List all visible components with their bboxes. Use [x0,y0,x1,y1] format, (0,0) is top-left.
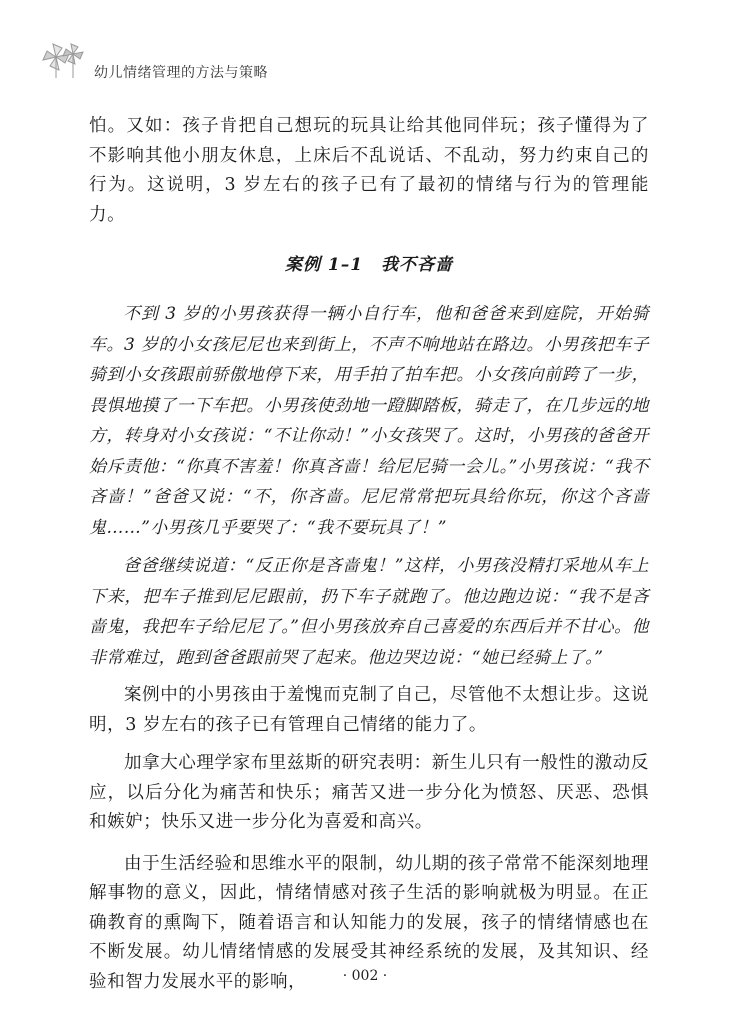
case-title: 案例 1–1 我不吝啬 [284,255,454,275]
case-paragraph: 不到 3 岁的小男孩获得一辆小自行车，他和爸爸来到庭院，开始骑车。3 岁的小女孩尼尼也来到街上，不声不响地站在路边。小男孩把车子骑到小女孩跟前骄傲地停下来，用手拍了拍车把。小女孩向前跨了一步，畏惧地摸了一下车把。小男孩使劲地一蹬脚踏板，骑走了，在几步远的地方，转身对小女孩说：“不让你动！”小女孩哭了。这时，小男孩的爸爸开始斥责他：“你真不害羞！你真吝啬！给尼尼骑一会儿。”小男孩说：“我不吝啬！”爸爸又说：“不，你吝啬。尼尼常常把玩具给你玩，你这个吝啬鬼……”小男孩几乎要哭了：“我不要玩具了！” [89,304,649,538]
running-title: 幼儿情绪管理的方法与策略 [94,65,268,81]
page-number: · 002 · [342,968,388,984]
paragraph: 由于生活经验和思维水平的限制，幼儿期的孩子常常不能深刻地理解事物的意义，因此，情绪情感对孩子生活的影响就极为明显。在正确教育的熏陶下，随着语言和认知能力的发展，孩子的情绪情感也在不断发展。幼儿情绪情感的发展受其神经系统的发展，及其知识、经验和智力发展水平的影响， [89,853,649,992]
paragraph: 加拿大心理学家布里兹斯的研究表明：新生儿只有一般性的激动反应，以后分化为痛苦和快乐；痛苦又进一步分化为愤怒、厌恶、恐惧和嫉妒；快乐又进一步分化为喜爱和高兴。 [89,753,649,832]
page-header [40,40,700,81]
paragraph: 怕。又如：孩子肯把自己想玩的玩具让给其他同伴玩；孩子懂得为了不影响其他小朋友休息，上床后不乱说话、不乱动，努力约束自己的行为。这说明，3 岁左右的孩子已有了最初的情绪与行为的管理能力。 [89,116,649,225]
paragraph: 案例中的小男孩由于羞愧而克制了自己，尽管他不太想让步。这说明，3 岁左右的孩子已有管理自己情绪的能力了。 [89,685,649,735]
pinwheel-icon [40,40,88,80]
page-body [89,112,649,997]
case-paragraph: 爸爸继续说道：“反正你是吝啬鬼！”这样，小男孩没精打采地从车上下来，把车子推到尼尼跟前，扔下车子就跑了。他边跑边说：“我不是吝啬鬼，我把车子给尼尼了。”但小男孩放弃自己喜爱的东西后并不甘心。他非常难过，跑到爸爸跟前哭了起来。他边哭边说：“她已经骑上了。” [89,556,649,668]
